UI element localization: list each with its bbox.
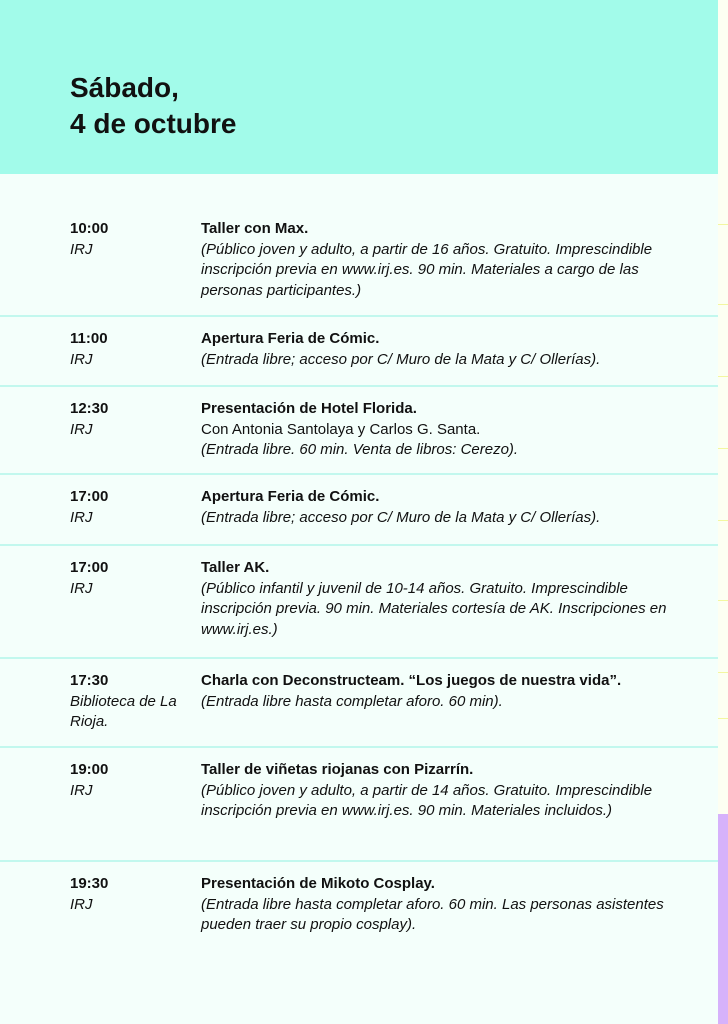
time-place xyxy=(70,399,190,440)
event-details xyxy=(201,558,671,640)
time-place xyxy=(70,874,190,915)
event-description: (Entrada libre. 60 min. Venta de libros: Cerezo). xyxy=(201,441,519,458)
event-time: 17:30 xyxy=(70,672,109,689)
event-time: 17:00 xyxy=(70,559,109,576)
event-time: 12:30 xyxy=(70,400,109,417)
title-day: Sábado, xyxy=(70,72,179,103)
event-place: IRJ xyxy=(70,579,93,597)
time-place xyxy=(70,487,190,528)
schedule-row xyxy=(0,659,718,748)
side-tab xyxy=(718,814,728,1024)
event-time: 17:00 xyxy=(70,488,109,505)
event-title: Apertura Feria de Cómic. xyxy=(201,488,380,505)
event-title: Taller con Max. xyxy=(201,220,309,237)
event-description: (Entrada libre hasta completar aforo. 60 min). xyxy=(201,692,503,710)
schedule-row xyxy=(0,387,718,475)
title-date: 4 de octubre xyxy=(70,108,237,139)
event-description: (Público infantil y juvenil de 10-14 años. Gratuito. Imprescindible inscripción previa. 90 min. Materiales cortesía de AK. Inscripciones en www.irj.es.) xyxy=(201,579,667,638)
event-title: Apertura Feria de Cómic. xyxy=(201,330,380,347)
schedule-row xyxy=(0,546,718,659)
event-description: (Público joven y adulto, a partir de 16 años. Gratuito. Imprescindible inscripción previa en www.irj.es. 90 min. Materiales a cargo de las personas participantes.) xyxy=(201,240,653,299)
event-place: IRJ xyxy=(70,508,93,526)
event-title: Presentación de Hotel Florida. xyxy=(201,400,417,417)
event-title: Presentación de Mikoto Cosplay. xyxy=(201,875,435,892)
time-place xyxy=(70,558,190,599)
schedule-row xyxy=(0,317,718,387)
schedule-row xyxy=(0,475,718,546)
event-place: IRJ xyxy=(70,350,93,368)
event-details xyxy=(201,487,671,528)
schedule-row xyxy=(0,862,718,1024)
event-details xyxy=(201,399,671,461)
time-place xyxy=(70,219,190,260)
time-place xyxy=(70,329,190,370)
event-details xyxy=(201,760,671,822)
event-details xyxy=(201,329,671,370)
event-place: Biblioteca de La Rioja. xyxy=(70,692,177,730)
event-title: Taller AK. xyxy=(201,559,270,576)
event-description: Con Antonia Santolaya y Carlos G. Santa. xyxy=(201,420,481,438)
event-place: IRJ xyxy=(70,895,93,913)
event-title: Charla con Deconstructeam. “Los juegos de nuestra vida”. xyxy=(201,672,622,689)
event-description: (Entrada libre hasta completar aforo. 60 min. Las personas asistentes pueden traer su propio cosplay). xyxy=(201,895,664,933)
event-details xyxy=(201,671,671,712)
event-description: (Entrada libre; acceso por C/ Muro de la Mata y C/ Ollerías). xyxy=(201,508,601,526)
page-header xyxy=(0,0,718,174)
schedule-row xyxy=(0,748,718,862)
event-details xyxy=(201,219,671,301)
event-time: 19:00 xyxy=(70,761,109,778)
event-description: (Entrada libre; acceso por C/ Muro de la Mata y C/ Ollerías). xyxy=(201,350,601,368)
event-title: Taller de viñetas riojanas con Pizarrín. xyxy=(201,761,474,778)
event-details xyxy=(201,874,671,936)
event-place: IRJ xyxy=(70,781,93,799)
event-place: IRJ xyxy=(70,240,93,258)
page-title xyxy=(70,70,236,142)
event-time: 10:00 xyxy=(70,220,109,237)
time-place xyxy=(70,760,190,801)
event-place: IRJ xyxy=(70,420,93,438)
event-time: 11:00 xyxy=(70,330,108,347)
event-description: (Público joven y adulto, a partir de 14 años. Gratuito. Imprescindible inscripción previa en www.irj.es. 90 min. Materiales incluidos.) xyxy=(201,781,653,819)
schedule-row xyxy=(0,174,718,317)
time-place xyxy=(70,671,190,733)
event-time: 19:30 xyxy=(70,875,109,892)
